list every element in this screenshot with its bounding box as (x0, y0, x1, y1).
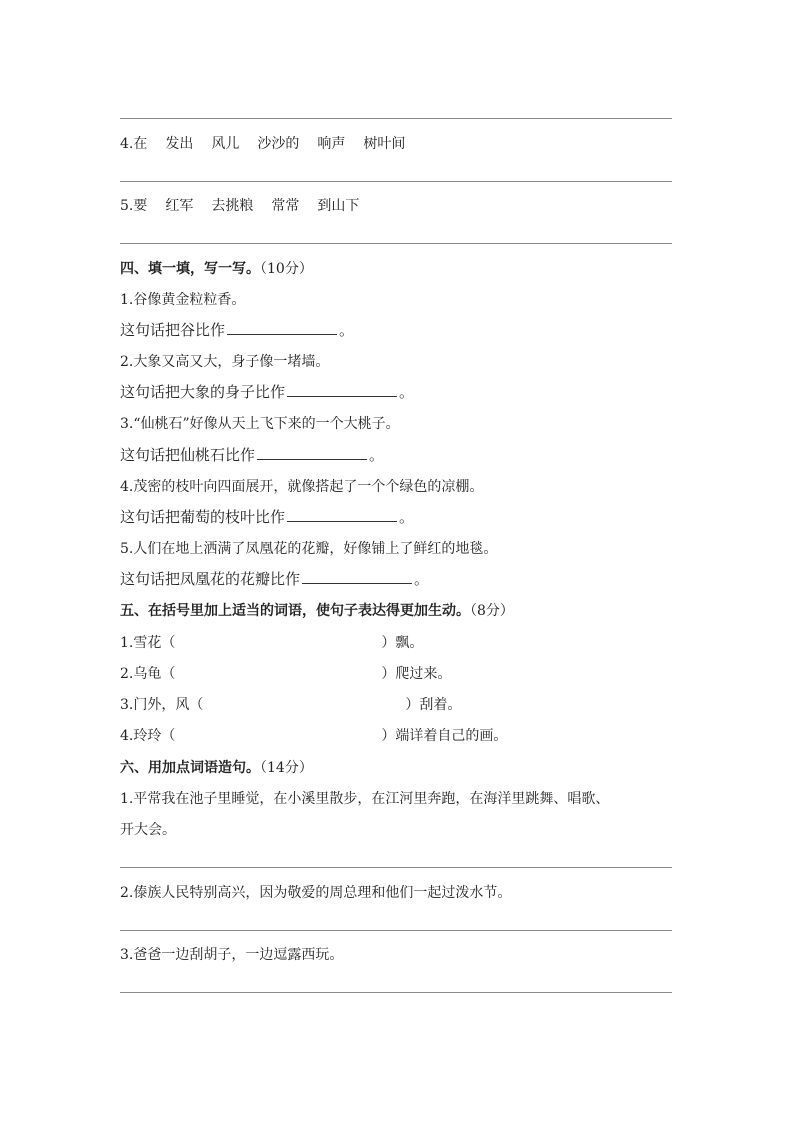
sentence-question-2: 2.傣族人民特别高兴，因为敬爱的周总理和他们一起过泼水节。 (120, 885, 512, 901)
reorder-question-5: 5.要 红军 去挑粮 常常 到山下 (120, 198, 360, 214)
bracket-question-2: 2.乌龟（ ）爬过来。 (120, 666, 452, 682)
word: 风儿 (211, 136, 240, 152)
answer-line[interactable] (120, 930, 672, 931)
bracket-question-4: 4.玲玲（ ）端详着自己的画。 (120, 728, 508, 744)
fill-blank[interactable] (257, 445, 367, 460)
section-4-heading: 四、填一填，写一写。（10分） (120, 261, 313, 277)
simile-answer-3: 这句话把仙桃石比作 。 (120, 446, 385, 464)
section-6-heading: 六、用加点词语造句。（14分） (120, 760, 313, 776)
simile-question-5: 5.人们在地上洒满了凤凰花的花瓣，好像铺上了鲜红的地毯。 (120, 541, 498, 557)
simile-question-1: 1.谷像黄金粒粒香。 (120, 292, 246, 308)
simile-question-3: 3.“仙桃石”好像从天上飞下来的一个大桃子。 (120, 416, 400, 432)
word: 发出 (165, 136, 194, 152)
bracket-question-3: 3.门外，风（ ）刮着。 (120, 697, 462, 713)
fill-blank[interactable] (287, 382, 397, 397)
word: 要 (133, 198, 148, 214)
reorder-question-4: 4.在 发出 风儿 沙沙的 响声 树叶间 (120, 136, 406, 152)
simile-question-2: 2.大象又高又大，身子像一堵墙。 (120, 354, 330, 370)
sentence-question-3: 3.爸爸一边刮胡子，一边逗露西玩。 (120, 947, 344, 963)
bracket-question-1: 1.雪花（ ）飘。 (120, 635, 424, 651)
section-5-heading: 五、在括号里加上适当的词语，使句子表达得更加生动。（8分） (120, 603, 514, 619)
sentence-question-1-continued: 开大会。 (120, 822, 176, 838)
simile-question-4: 4.茂密的枝叶向四面展开，就像搭起了一个个绿色的凉棚。 (120, 479, 484, 495)
word: 沙沙的 (257, 136, 300, 152)
word: 响声 (317, 136, 346, 152)
answer-line (120, 118, 672, 119)
word: 在 (133, 136, 148, 152)
simile-answer-5: 这句话把凤凰花的花瓣比作 。 (120, 570, 430, 588)
fill-blank[interactable] (227, 320, 337, 335)
answer-line[interactable] (120, 992, 672, 993)
answer-line[interactable] (120, 867, 672, 868)
sentence-question-1: 1.平常我在池子里睡觉，在小溪里散步，在江河里奔跑，在海洋里跳舞、唱歌、 (120, 791, 610, 807)
fill-blank[interactable] (287, 507, 397, 522)
word: 到山下 (317, 198, 360, 214)
fill-blank[interactable] (302, 569, 412, 584)
answer-line[interactable] (120, 243, 672, 244)
word: 常常 (271, 198, 300, 214)
simile-answer-1: 这句话把谷比作 。 (120, 321, 355, 339)
simile-answer-2: 这句话把大象的身子比作 。 (120, 383, 415, 401)
word: 红军 (165, 198, 194, 214)
word: 树叶间 (363, 136, 406, 152)
word: 去挑粮 (211, 198, 254, 214)
answer-line[interactable] (120, 181, 672, 182)
simile-answer-4: 这句话把葡萄的枝叶比作 。 (120, 508, 415, 526)
